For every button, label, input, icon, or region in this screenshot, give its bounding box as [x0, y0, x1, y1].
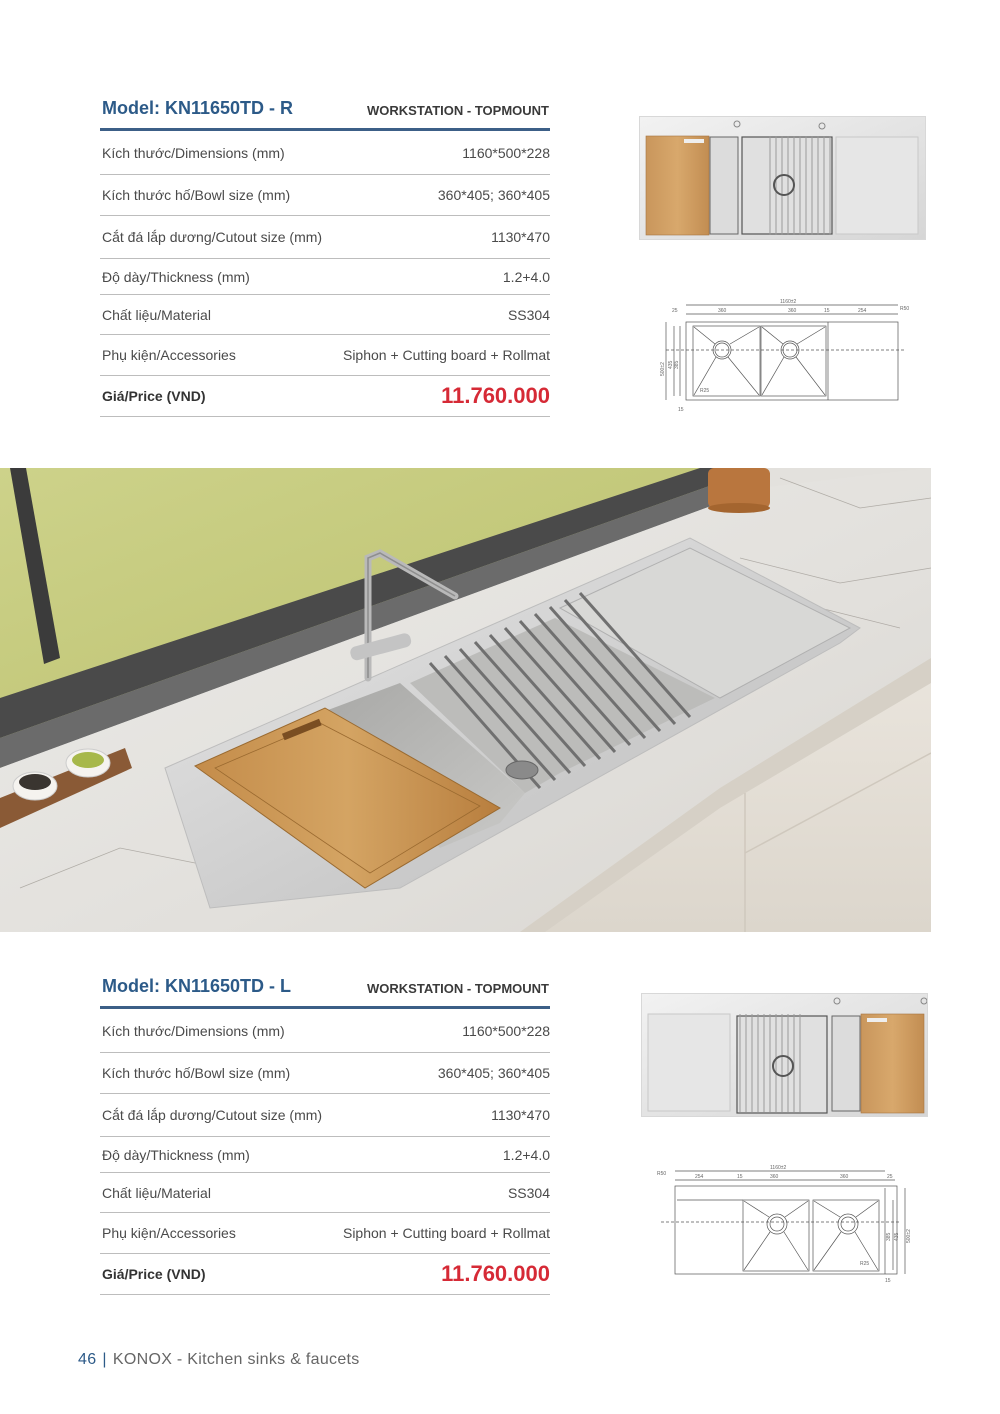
technical-drawing-r: [660, 292, 915, 417]
dim-bowl2: 360: [840, 1174, 849, 1180]
dim-drainboard: 254: [858, 308, 867, 314]
price-value: 11.760.000: [441, 383, 550, 408]
model-type: WORKSTATION - TOPMOUNT: [367, 981, 549, 996]
dim-depth: 500±2: [906, 1229, 912, 1243]
spec-value: 1160*500*228: [462, 144, 550, 161]
sink-top-view-illustration: [642, 994, 927, 1116]
kitchen-scene-illustration: [0, 468, 931, 932]
spec-row-material: [100, 295, 550, 335]
spec-label: Chất liệu/Material: [102, 1184, 211, 1201]
dim-bowl2: 360: [788, 308, 797, 314]
dim-radius: R25: [860, 1261, 870, 1267]
technical-drawing-l: [655, 1160, 915, 1285]
dim-overall: 1160±2: [770, 1165, 787, 1171]
spec-label: Cắt đá lắp dương/Cutout size (mm): [102, 229, 323, 245]
dim-left-margin: 25: [887, 1174, 893, 1180]
spec-row-thickness: [100, 1137, 550, 1173]
dim-bottom: 15: [678, 407, 684, 413]
spec-label: Cắt đá lắp dương/Cutout size (mm): [102, 1107, 323, 1123]
dim-radius: R25: [700, 388, 710, 394]
lifestyle-photo-kitchen-sink: [0, 468, 931, 932]
spec-table-product-r: [100, 84, 550, 417]
dimension-drawing: [660, 292, 915, 417]
model-title: Model: KN11650TD - R: [102, 98, 294, 118]
dim-drainboard: 254: [695, 1174, 704, 1180]
dim-left-margin: 25: [672, 308, 678, 314]
spec-value: 1.2+4.0: [502, 1146, 550, 1163]
spec-row-accessories: [100, 1213, 550, 1254]
spec-value: SS304: [507, 306, 550, 323]
dim-divider: 15: [824, 308, 830, 314]
dim-depth: 500±2: [660, 362, 666, 376]
spec-label: Phụ kiện/Accessories: [102, 1225, 236, 1241]
spec-row-bowl-size: [100, 1053, 550, 1094]
spec-value: SS304: [507, 1184, 550, 1201]
footer-separator: |: [102, 1351, 107, 1368]
spec-row-price: [100, 376, 550, 417]
spec-label: Kích thước/Dimensions (mm): [102, 1022, 285, 1039]
spec-table-product-l: [100, 962, 550, 1295]
dim-bowl1: 360: [770, 1174, 779, 1180]
spec-row-bowl-size: [100, 175, 550, 216]
spec-label: Kích thước hố/Bowl size (mm): [102, 1065, 291, 1081]
dim-bowl1: 360: [718, 308, 727, 314]
dim-435: 435: [894, 1232, 900, 1241]
spec-header: [100, 84, 550, 131]
spec-value: Siphon + Cutting board + Rollmat: [342, 1225, 550, 1241]
footer-brand-text: KONOX - Kitchen sinks & faucets: [112, 1351, 360, 1368]
product-image-top-view-l: [641, 993, 928, 1117]
sink-top-view-illustration: [640, 117, 925, 239]
spec-label: Kích thước/Dimensions (mm): [102, 144, 285, 161]
spec-value: Siphon + Cutting board + Rollmat: [342, 347, 550, 363]
dim-divider: 15: [737, 1174, 743, 1180]
spec-row-price: [100, 1254, 550, 1295]
spec-value: 360*405; 360*405: [437, 1065, 550, 1081]
spec-row-thickness: [100, 259, 550, 295]
model-title: Model: KN11650TD - L: [102, 976, 292, 996]
spec-label: Phụ kiện/Accessories: [102, 347, 236, 363]
spec-value: 360*405; 360*405: [437, 187, 550, 203]
page-footer: [78, 1351, 360, 1369]
spec-row-dimensions: [100, 131, 550, 175]
spec-label: Độ dày/Thickness (mm): [102, 268, 250, 285]
dim-385: 385: [886, 1232, 892, 1241]
price-label: Giá/Price (VND): [102, 388, 206, 404]
dim-bottom: 15: [885, 1278, 891, 1284]
price-value: 11.760.000: [441, 1261, 550, 1286]
dimension-drawing: [655, 1160, 915, 1285]
spec-label: Độ dày/Thickness (mm): [102, 1146, 250, 1163]
spec-header: [100, 962, 550, 1009]
spec-label: Kích thước hố/Bowl size (mm): [102, 187, 291, 203]
spec-row-accessories: [100, 335, 550, 376]
dim-435: 435: [668, 360, 674, 369]
spec-value: 1130*470: [491, 229, 550, 245]
dim-overall: 1160±2: [780, 299, 797, 305]
spec-row-dimensions: [100, 1009, 550, 1053]
spec-value: 1160*500*228: [462, 1022, 550, 1039]
product-image-top-view-r: [639, 116, 926, 240]
model-type: WORKSTATION - TOPMOUNT: [367, 103, 549, 118]
spec-value: 1.2+4.0: [502, 268, 550, 285]
spec-row-material: [100, 1173, 550, 1213]
spec-label: Chất liệu/Material: [102, 306, 211, 323]
spec-row-cutout: [100, 216, 550, 259]
spec-value: 1130*470: [491, 1107, 550, 1123]
dim-corner: R50: [900, 306, 910, 312]
dim-385: 385: [674, 360, 680, 369]
page-number: 46: [78, 1351, 97, 1368]
dim-corner: R50: [657, 1171, 667, 1177]
spec-row-cutout: [100, 1094, 550, 1137]
price-label: Giá/Price (VND): [102, 1266, 206, 1282]
